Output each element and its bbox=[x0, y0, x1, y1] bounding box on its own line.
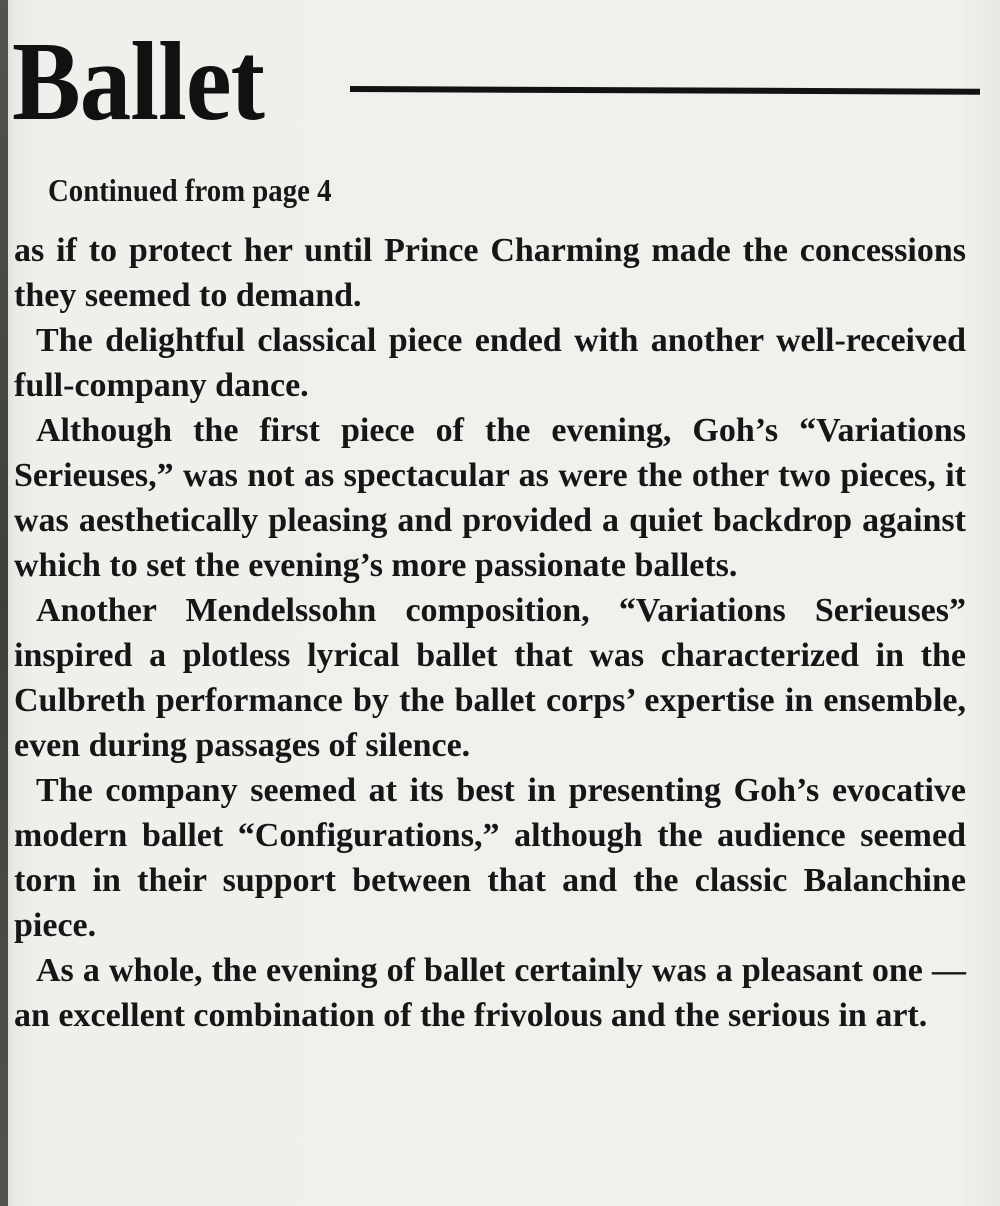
paragraph-6: As a whole, the evening of ballet certainly was a pleasant one — an excellent combination of the frivolous and the serious in art. bbox=[14, 952, 966, 1034]
paragraph-3: Although the first piece of the evening, Goh’s “Variations Serieuses,” was not as spectacular as were the other two pieces, it was aesthetically pleasing and provided a quiet backdrop against which to set the evening’s more passionate ballets. bbox=[14, 412, 966, 584]
paragraph-5: The company seemed at its best in presenting Goh’s evocative modern ballet “Configurations,” although the audience seemed torn in their support between that and the classic Balanchine piece. bbox=[14, 772, 966, 944]
scan-edge-shadow bbox=[0, 0, 8, 1206]
continued-from-label: Continued from page 4 bbox=[48, 172, 332, 208]
headline: Ballet bbox=[12, 20, 265, 144]
paragraph-4: Another Mendelssohn composition, “Variations Serieuses” inspired a plotless lyrical ballet that was characterized in the Culbreth performance by the ballet corps’ expertise in ensemble, even during passages of silence. bbox=[14, 592, 966, 764]
paragraph-2: The delightful classical piece ended with another well-received full-company dance. bbox=[14, 322, 966, 404]
paragraph-1: as if to protect her until Prince Charming made the concessions they seemed to demand. bbox=[14, 232, 966, 314]
headline-row bbox=[12, 22, 972, 152]
article-body bbox=[14, 170, 966, 1038]
headline-rule bbox=[350, 86, 980, 95]
